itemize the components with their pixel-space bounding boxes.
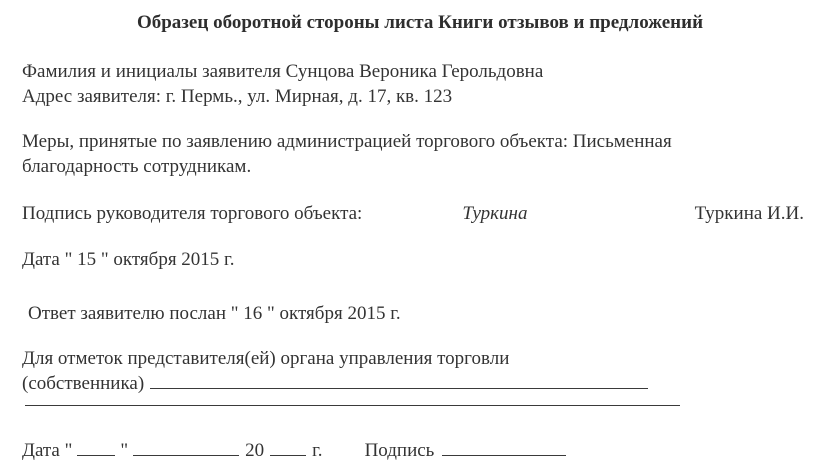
measures-line-1: Меры, принятые по заявлению администрацией торгового объекта: Письменная <box>22 131 672 152</box>
applicant-section <box>22 59 810 109</box>
day-blank <box>77 442 115 456</box>
close-quote: " <box>120 440 129 461</box>
page-title: Образец оборотной стороны листа Книги отзывов и предложений <box>136 12 704 33</box>
manager-signature-row <box>22 201 810 226</box>
manager-signature-label: Подпись руководителя торгового объекта: <box>22 203 363 224</box>
month-blank <box>133 442 239 456</box>
year-suffix: г. <box>312 440 323 461</box>
measures-date-line: Дата " 15 " октября 2015 г. <box>22 249 235 270</box>
authority-notes-line-1: Для отметок представителя(ей) органа управления торговли <box>22 348 510 369</box>
owner-label: (собственника) <box>22 373 145 394</box>
applicant-name-line: Фамилия и инициалы заявителя Сунцова Вероника Герольдовна <box>22 61 544 82</box>
authority-notes-line-2 <box>22 371 810 396</box>
year-prefix: 20 <box>245 440 265 461</box>
open-quote: " <box>64 440 73 461</box>
signature-blank <box>442 442 566 456</box>
bottom-signature-label: Подпись <box>364 440 435 461</box>
bottom-date-label: Дата <box>22 440 60 461</box>
document-body <box>0 59 840 463</box>
signatory-name: Туркина И.И. <box>694 203 804 224</box>
owner-blank-line <box>150 375 648 389</box>
reply-sent-line: Ответ заявителю послан " 16 " октября 2015 г. <box>28 303 401 324</box>
bottom-date-signature-row <box>22 438 810 463</box>
year-blank <box>270 442 306 456</box>
measures-line-2: благодарность сотрудникам. <box>22 156 252 177</box>
applicant-address-line: Адрес заявителя: г. Пермь., ул. Мирная, д. 17, кв. 123 <box>22 86 453 107</box>
notes-blank-line <box>25 405 680 406</box>
handwritten-signature: Туркина <box>462 203 528 224</box>
authority-notes-section <box>22 346 810 396</box>
measures-section <box>22 129 810 179</box>
